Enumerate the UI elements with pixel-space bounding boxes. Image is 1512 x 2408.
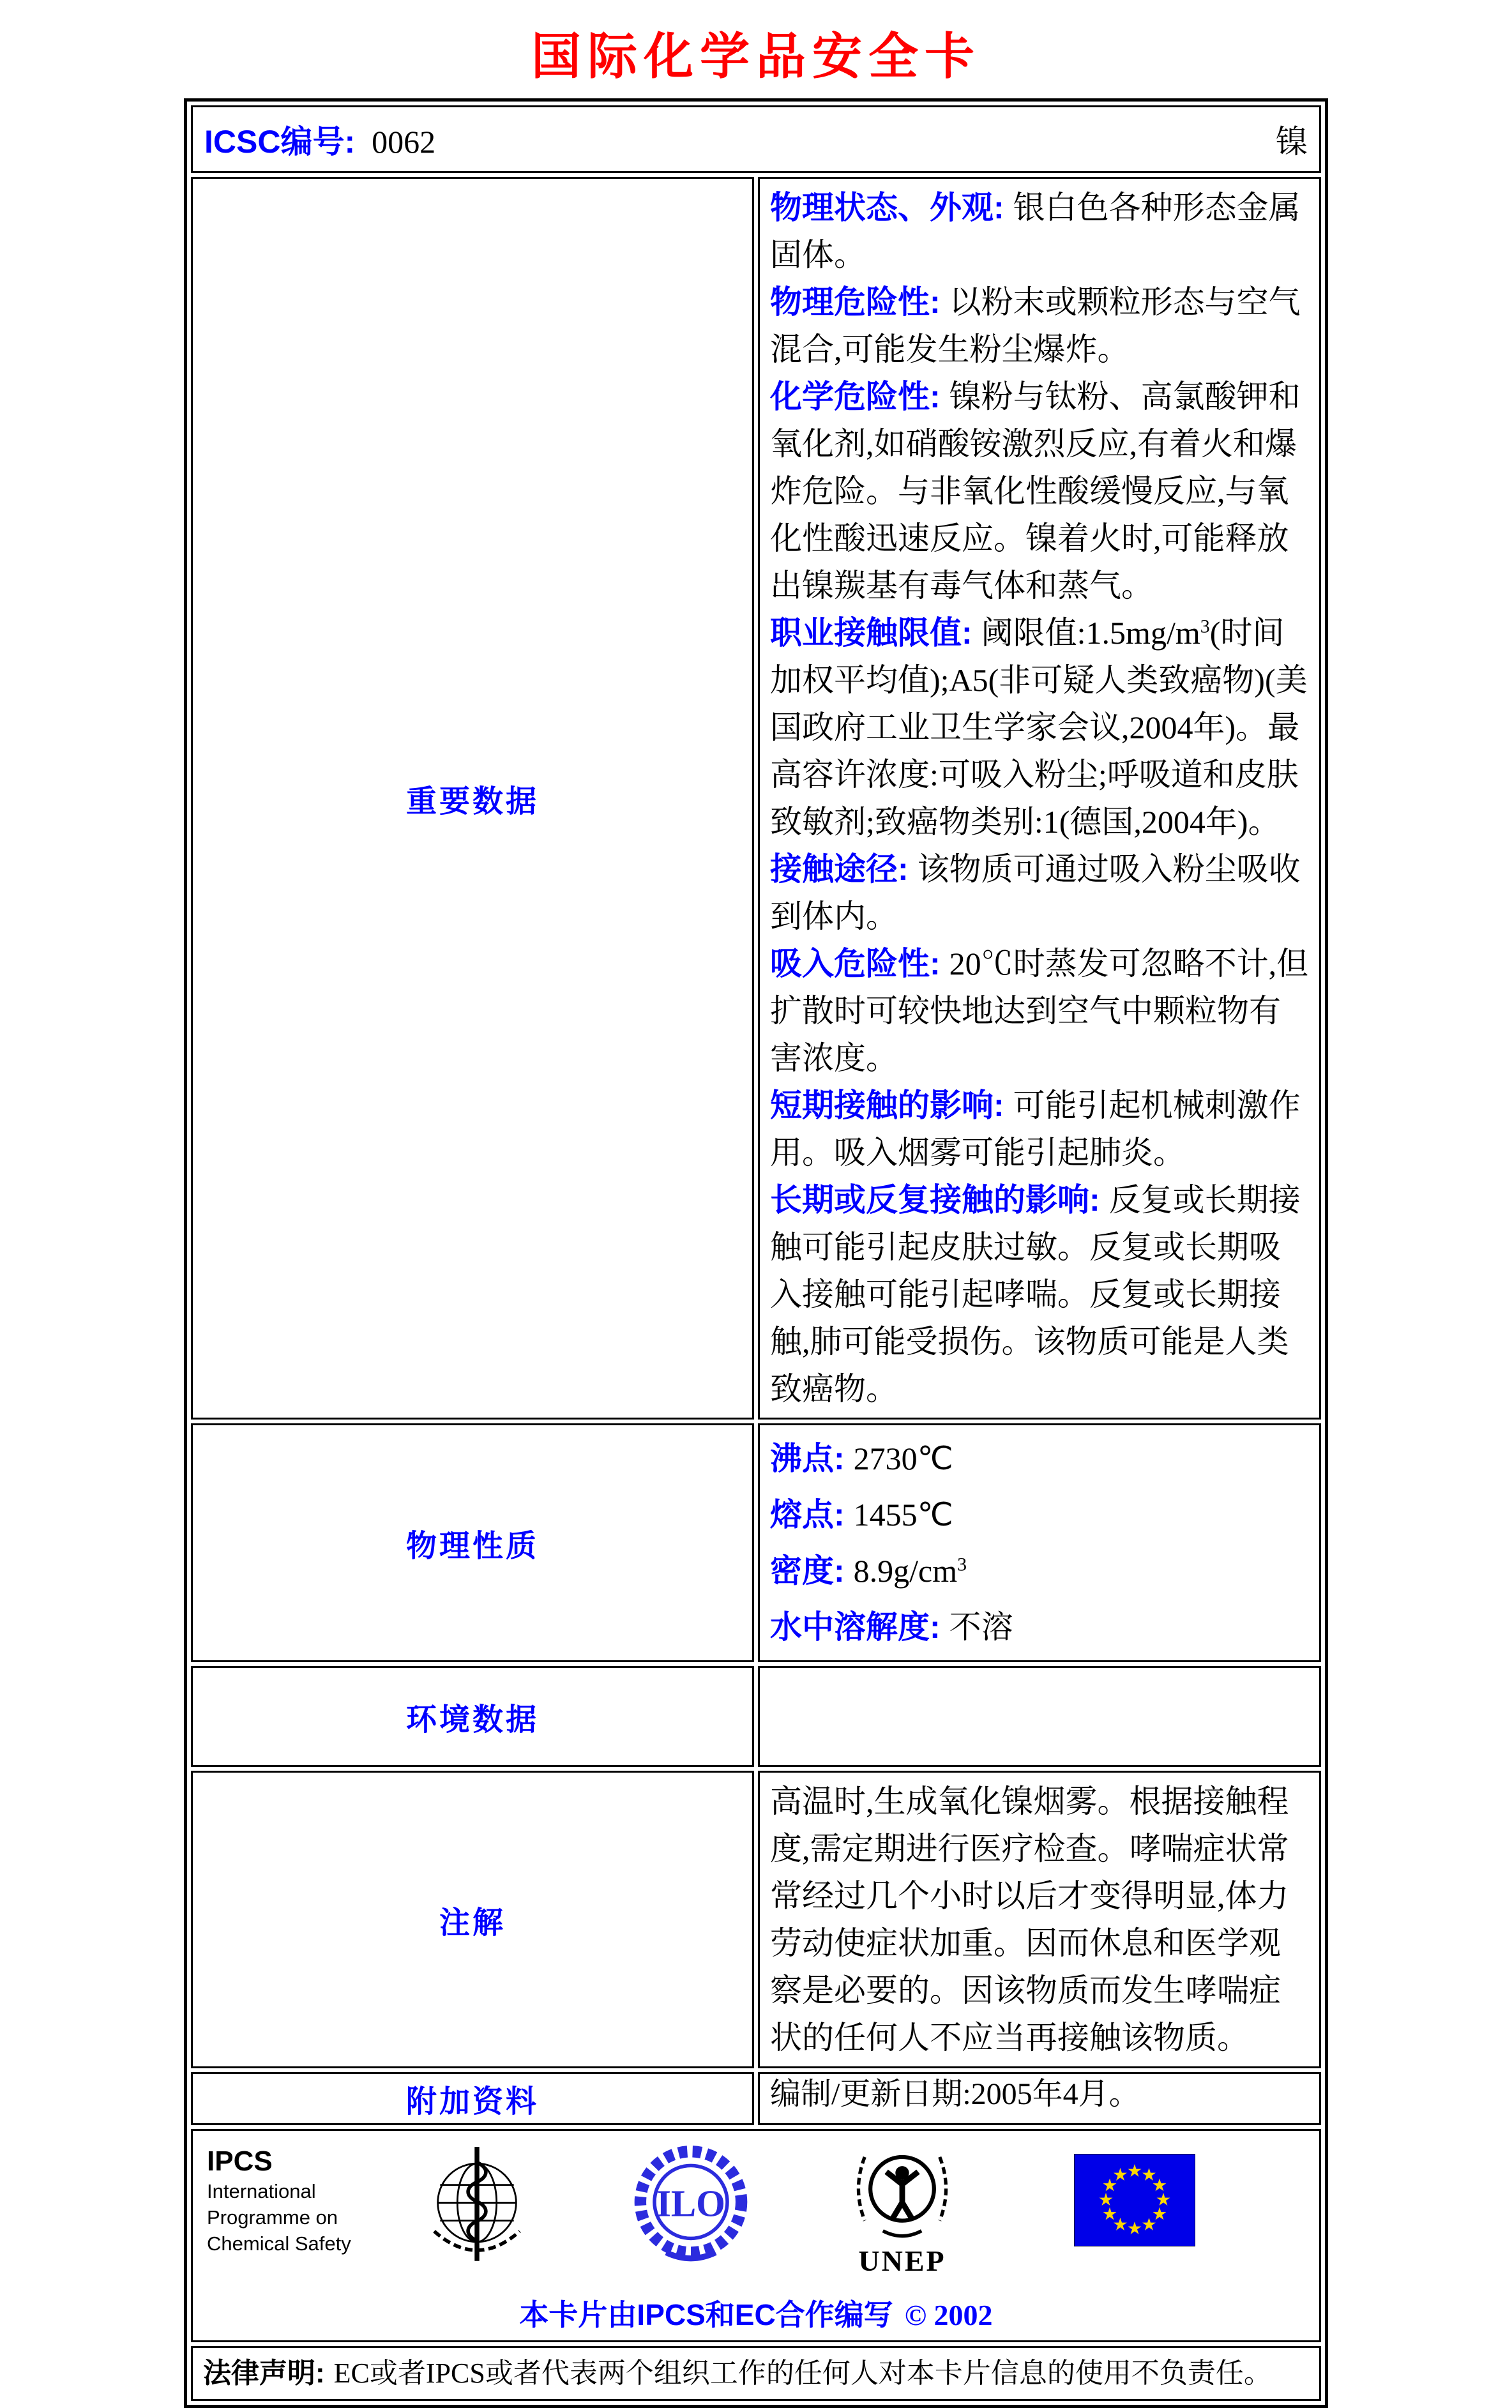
copyright-year: © 2002 [904, 2299, 993, 2331]
field-label: 长期或反复接触的影响: [770, 1182, 1100, 1218]
field-text: 以粉末或颗粒形态与空气混合,可能发生粉尘爆炸。 [770, 284, 1301, 367]
field-text: 不溶 [949, 1609, 1013, 1645]
field-occupational-exposure-limits [770, 609, 1309, 845]
field-water-solubility [770, 1599, 1309, 1655]
additional-info-content [758, 2072, 1321, 2125]
field-label: 熔点: [770, 1497, 845, 1533]
row-important-data [191, 177, 1321, 1420]
field-long-term-effects [770, 1176, 1309, 1412]
legal-notice-label: 法律声明: [203, 2358, 325, 2389]
row-environmental-data [191, 1666, 1321, 1767]
ilo-letters: ILO [656, 2183, 725, 2225]
field-text: 阈限值$:1.5mg/m^3$(时间加权平均值);A5(非可疑人类致癌物)(美国政府工业卫生学家会议,2004年)。最高容许浓度:可吸入粉尘;呼吸道和皮肤致敏剂;致癌物类别:1(德国,2004年)。 [770, 615, 1308, 840]
field-exposure-routes [770, 845, 1309, 940]
row-notes [191, 1771, 1321, 2068]
field-text: 镍粉与钛粉、高氯酸钾和氧化剂,如硝酸铵激烈反应,有着火和爆炸危险。与非氧化性酸缓慢反应,与氧化性酸迅速反应。镍着火时,可能释放出镍羰基有毒气体和蒸气。 [770, 379, 1301, 603]
row-additional-info [191, 2072, 1321, 2125]
field-label: 职业接触限值: [770, 615, 972, 651]
field-density [770, 1543, 1309, 1599]
row-physical-properties [191, 1423, 1321, 1662]
icsc-number-label: ICSC编号: [204, 124, 356, 160]
section-label-notes: 注解 [439, 1905, 506, 1940]
ipcs-text-block: IPCS International Programme on Chemical Safety [207, 2145, 375, 2257]
field-label: 物理危险性: [770, 284, 941, 320]
icsc-card-table [184, 98, 1328, 2408]
legal-notice-text: EC或者IPCS或者代表两个组织工作的任何人对本卡片信息的使用不负责任。 [333, 2358, 1272, 2389]
field-label: 密度: [770, 1553, 845, 1589]
field-text: 银白色各种形态金属固体。 [770, 190, 1301, 273]
field-chemical-danger [770, 373, 1309, 609]
field-notes-text: 高温时,生成氧化镍烟雾。根据接触程度,需定期进行医疗检查。哮喘症状常常经过几个小时以后才变得明显,体力劳动使症状加重。因而休息和医学观察是必要的。因该物质而发生哮喘症状的任何人不应当再接触该物质。 [770, 1783, 1289, 2056]
important-data-content [758, 177, 1321, 1420]
section-label-additional-info: 附加资料 [405, 2085, 539, 2119]
field-text: 反复或长期接触可能引起皮肤过敏。反复或长期吸入接触可能引起哮喘。反复或长期接触,肺可能受损伤。该物质可能是人类致癌物。 [770, 1182, 1301, 1407]
field-boiling-point [770, 1430, 1309, 1487]
notes-content [758, 1771, 1321, 2068]
card-header [203, 112, 1309, 166]
header-row [191, 105, 1321, 173]
field-text: $8.9g/cm^3$ [853, 1553, 967, 1589]
field-label: 吸入危险性: [770, 946, 941, 981]
unep-caption: UNEP [858, 2245, 946, 2277]
organization-logos [199, 2140, 1313, 2278]
row-logos [191, 2129, 1321, 2342]
field-physical-state [770, 184, 1309, 278]
field-label: 接触途径: [770, 851, 909, 887]
field-text: 2730℃ [853, 1441, 953, 1476]
field-label: 化学危险性: [770, 379, 941, 414]
field-label: 沸点: [770, 1441, 845, 1476]
row-legal-notice [191, 2346, 1321, 2401]
copyright-line [199, 2292, 1313, 2334]
who-emblem-icon [418, 2141, 536, 2277]
icsc-card-page [184, 17, 1328, 2408]
ilo-emblem-icon [632, 2142, 750, 2271]
field-melting-point [770, 1487, 1309, 1543]
eu-flag-icon [1074, 2154, 1195, 2250]
legal-notice [203, 2354, 1309, 2393]
chemical-name: 镍 [1276, 124, 1308, 160]
section-label-physical-properties: 物理性质 [405, 1529, 539, 1563]
field-physical-danger [770, 278, 1309, 373]
copyright-text: 本卡片由IPCS和EC合作编写 [519, 2298, 893, 2331]
unep-emblem-icon [845, 2140, 959, 2278]
physical-properties-content [758, 1423, 1321, 1662]
field-text: 可能引起机械刺激作用。吸入烟雾可能引起肺炎。 [770, 1087, 1301, 1170]
icsc-number-value: 0062 [372, 124, 436, 160]
section-label-environmental-data: 环境数据 [405, 1702, 539, 1737]
field-text: 1455℃ [853, 1497, 953, 1533]
page-title: 国际化学品安全卡 [531, 29, 981, 84]
field-inhalation-risk [770, 940, 1309, 1082]
field-update-date: 编制/更新日期:2005年4月。 [770, 2077, 1140, 2111]
environmental-data-content [758, 1666, 1321, 1767]
field-label: 水中溶解度: [770, 1609, 941, 1645]
section-label-important-data: 重要数据 [405, 784, 539, 819]
field-label: 物理状态、外观: [770, 190, 1004, 225]
ipcs-name: IPCS [207, 2146, 273, 2177]
field-label: 短期接触的影响: [770, 1087, 1004, 1123]
field-short-term-effects [770, 1082, 1309, 1176]
field-text: 该物质可通过吸入粉尘吸收到体内。 [770, 851, 1301, 934]
field-text: 20℃时蒸发可忽略不计,但扩散时可较快地达到空气中颗粒物有害浓度。 [770, 946, 1309, 1076]
